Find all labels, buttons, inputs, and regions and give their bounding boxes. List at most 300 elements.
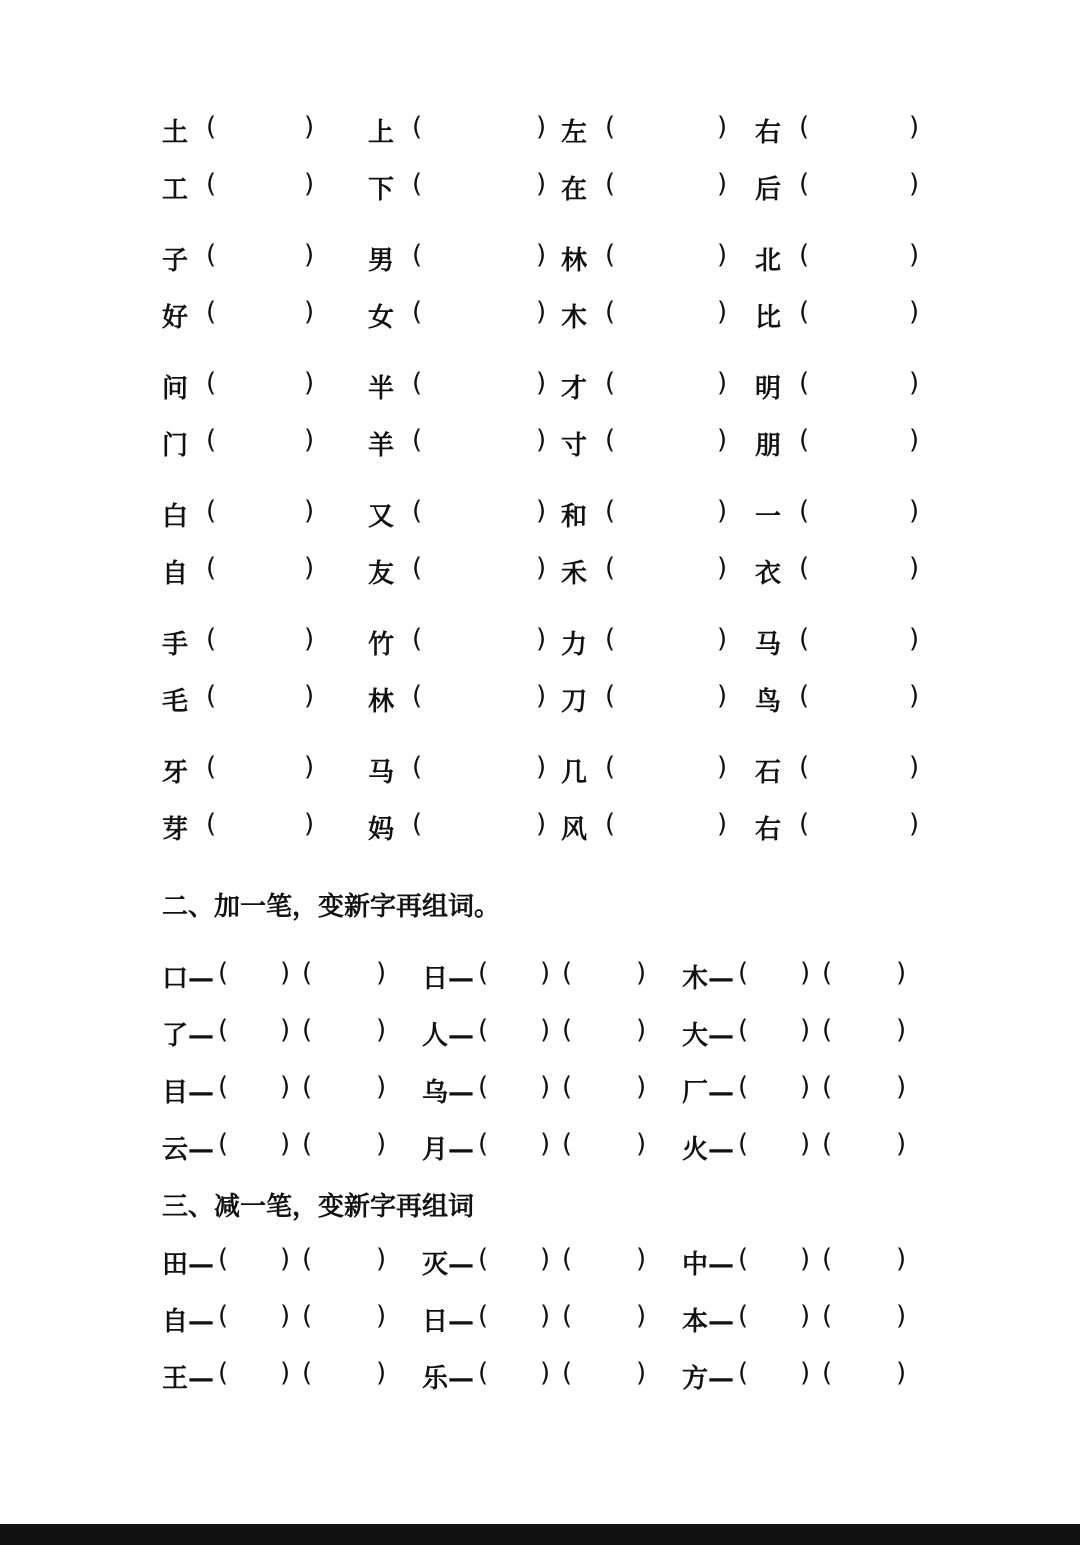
- character: 后: [755, 175, 782, 205]
- stroke-item: [682, 1301, 907, 1338]
- answer-blank-close[interactable]: ): [304, 624, 315, 654]
- close-paren[interactable]: ): [896, 1358, 907, 1388]
- open-paren: (: [478, 1015, 489, 1045]
- close-paren[interactable]: ): [540, 1015, 551, 1045]
- open-paren: (: [412, 809, 423, 839]
- character: 左: [561, 118, 588, 148]
- word-item: [162, 809, 315, 846]
- open-paren: (: [206, 752, 217, 782]
- open-paren: (: [478, 1072, 489, 1102]
- word-item: [368, 681, 547, 718]
- word-item: [755, 553, 920, 590]
- open-paren: (: [302, 1244, 313, 1274]
- character-with-dash: 灭—: [422, 1250, 475, 1280]
- open-paren: (: [218, 1015, 229, 1045]
- character: 妈: [368, 815, 395, 845]
- character: 羊: [368, 431, 395, 461]
- word-item: [561, 368, 728, 405]
- character: 刀: [561, 687, 588, 717]
- answer-blank-close[interactable]: ): [717, 809, 728, 839]
- answer-blank-close[interactable]: ): [304, 553, 315, 583]
- answer-blank-close[interactable]: ): [717, 112, 728, 142]
- open-paren: (: [799, 425, 810, 455]
- close-paren[interactable]: ): [800, 958, 811, 988]
- answer-blank-close[interactable]: ): [536, 368, 547, 398]
- word-item: [368, 169, 547, 206]
- close-paren[interactable]: ): [800, 1072, 811, 1102]
- close-paren[interactable]: ): [376, 1129, 387, 1159]
- close-paren[interactable]: ): [280, 1301, 291, 1331]
- open-paren: (: [206, 368, 217, 398]
- character: 在: [561, 175, 588, 205]
- word-item: [368, 112, 547, 149]
- close-paren[interactable]: ): [636, 1301, 647, 1331]
- character-with-dash: 方—: [682, 1364, 735, 1394]
- close-paren[interactable]: ): [376, 1244, 387, 1274]
- word-item: [755, 809, 920, 846]
- open-paren: (: [799, 752, 810, 782]
- character: 右: [755, 118, 782, 148]
- character: 木: [561, 303, 588, 333]
- word-row: [0, 669, 1080, 726]
- answer-blank-close[interactable]: ): [536, 112, 547, 142]
- answer-blank-close[interactable]: ): [536, 425, 547, 455]
- word-item: [162, 112, 315, 149]
- word-item: [162, 681, 315, 718]
- character: 一: [755, 502, 782, 532]
- close-paren[interactable]: ): [280, 1129, 291, 1159]
- word-item: [561, 752, 728, 789]
- open-paren: (: [206, 240, 217, 270]
- open-paren: (: [605, 169, 616, 199]
- answer-blank-close[interactable]: ): [909, 681, 920, 711]
- word-item: [368, 752, 547, 789]
- open-paren: (: [562, 958, 573, 988]
- open-paren: (: [562, 1129, 573, 1159]
- answer-blank-close[interactable]: ): [536, 624, 547, 654]
- character-with-dash: 目—: [162, 1078, 215, 1108]
- open-paren: (: [218, 958, 229, 988]
- answer-blank-close[interactable]: ): [909, 624, 920, 654]
- word-item: [755, 297, 920, 334]
- open-paren: (: [206, 112, 217, 142]
- open-paren: (: [562, 1358, 573, 1388]
- close-paren[interactable]: ): [540, 1072, 551, 1102]
- word-item: [561, 297, 728, 334]
- character: 马: [755, 630, 782, 660]
- open-paren: (: [206, 624, 217, 654]
- open-paren: (: [605, 425, 616, 455]
- close-paren[interactable]: ): [376, 1358, 387, 1388]
- character: 好: [162, 303, 189, 333]
- word-item: [561, 425, 728, 462]
- answer-blank-close[interactable]: ): [909, 425, 920, 455]
- character: 明: [755, 374, 782, 404]
- word-row: [0, 356, 1080, 413]
- open-paren: (: [412, 681, 423, 711]
- close-paren[interactable]: ): [636, 1358, 647, 1388]
- open-paren: (: [206, 169, 217, 199]
- open-paren: (: [206, 425, 217, 455]
- open-paren: (: [799, 624, 810, 654]
- stroke-item: [682, 1244, 907, 1281]
- open-paren: (: [218, 1129, 229, 1159]
- stroke-item: [422, 1244, 647, 1281]
- answer-blank-close[interactable]: ): [909, 112, 920, 142]
- answer-blank-close[interactable]: ): [304, 809, 315, 839]
- open-paren: (: [412, 752, 423, 782]
- word-row: [0, 100, 1080, 157]
- open-paren: (: [822, 1072, 833, 1102]
- character: 工: [162, 175, 189, 205]
- word-item: [755, 240, 920, 277]
- open-paren: (: [605, 240, 616, 270]
- close-paren[interactable]: ): [800, 1244, 811, 1274]
- stroke-item: [162, 958, 387, 995]
- open-paren: (: [799, 112, 810, 142]
- word-row: [0, 228, 1080, 285]
- open-paren: (: [206, 553, 217, 583]
- answer-blank-close[interactable]: ): [304, 368, 315, 398]
- answer-blank-close[interactable]: ): [304, 425, 315, 455]
- open-paren: (: [302, 1072, 313, 1102]
- row-pair: [0, 740, 1080, 854]
- answer-blank-close[interactable]: ): [536, 169, 547, 199]
- open-paren: (: [478, 958, 489, 988]
- character-with-dash: 中—: [682, 1250, 735, 1280]
- open-paren: (: [738, 1244, 749, 1274]
- character-with-dash: 乌—: [422, 1078, 475, 1108]
- character: 朋: [755, 431, 782, 461]
- open-paren: (: [218, 1072, 229, 1102]
- open-paren: (: [412, 368, 423, 398]
- open-paren: (: [822, 958, 833, 988]
- open-paren: (: [605, 681, 616, 711]
- open-paren: (: [206, 496, 217, 526]
- close-paren[interactable]: ): [636, 1129, 647, 1159]
- answer-blank-close[interactable]: ): [717, 297, 728, 327]
- answer-blank-close[interactable]: ): [909, 496, 920, 526]
- answer-blank-close[interactable]: ): [536, 681, 547, 711]
- word-item: [755, 368, 920, 405]
- answer-blank-close[interactable]: ): [909, 297, 920, 327]
- open-paren: (: [478, 1129, 489, 1159]
- character-with-dash: 了—: [162, 1021, 215, 1051]
- open-paren: (: [738, 958, 749, 988]
- word-row: [0, 285, 1080, 342]
- character: 力: [561, 630, 588, 660]
- stroke-item: [162, 1015, 387, 1052]
- character: 土: [162, 118, 189, 148]
- close-paren[interactable]: ): [800, 1015, 811, 1045]
- word-item: [162, 553, 315, 590]
- stroke-item: [422, 958, 647, 995]
- character-with-dash: 火—: [682, 1135, 735, 1165]
- character: 问: [162, 374, 189, 404]
- close-paren[interactable]: ): [896, 1244, 907, 1274]
- close-paren[interactable]: ): [896, 958, 907, 988]
- character: 毛: [162, 687, 189, 717]
- character: 北: [755, 246, 782, 276]
- character: 比: [755, 303, 782, 333]
- word-row: [0, 413, 1080, 470]
- character: 上: [368, 118, 395, 148]
- answer-blank-close[interactable]: ): [304, 169, 315, 199]
- open-paren: (: [412, 624, 423, 654]
- stroke-item: [422, 1072, 647, 1109]
- open-paren: (: [605, 553, 616, 583]
- open-paren: (: [412, 297, 423, 327]
- answer-blank-close[interactable]: ): [304, 297, 315, 327]
- word-item: [755, 681, 920, 718]
- stroke-item: [162, 1072, 387, 1109]
- character: 男: [368, 246, 395, 276]
- word-item: [162, 752, 315, 789]
- close-paren[interactable]: ): [896, 1301, 907, 1331]
- open-paren: (: [412, 240, 423, 270]
- character-with-dash: 乐—: [422, 1364, 475, 1394]
- open-paren: (: [218, 1244, 229, 1274]
- answer-blank-close[interactable]: ): [536, 496, 547, 526]
- close-paren[interactable]: ): [636, 1244, 647, 1274]
- open-paren: (: [412, 425, 423, 455]
- answer-blank-close[interactable]: ): [909, 553, 920, 583]
- stroke-row: [0, 1005, 1080, 1062]
- close-paren[interactable]: ): [280, 958, 291, 988]
- stroke-item: [422, 1015, 647, 1052]
- stroke-item: [682, 1072, 907, 1109]
- open-paren: (: [302, 1015, 313, 1045]
- character-with-dash: 日—: [422, 1307, 475, 1337]
- word-row: [0, 484, 1080, 541]
- stroke-item: [162, 1301, 387, 1338]
- word-item: [755, 112, 920, 149]
- row-pair: [0, 612, 1080, 726]
- character: 又: [368, 502, 395, 532]
- answer-blank-close[interactable]: ): [536, 553, 547, 583]
- open-paren: (: [206, 681, 217, 711]
- answer-blank-close[interactable]: ): [909, 752, 920, 782]
- character: 自: [162, 559, 189, 589]
- open-paren: (: [799, 297, 810, 327]
- close-paren[interactable]: ): [800, 1301, 811, 1331]
- close-paren[interactable]: ): [376, 1015, 387, 1045]
- word-item: [561, 112, 728, 149]
- open-paren: (: [206, 809, 217, 839]
- section-3-remove-stroke: [0, 1234, 1080, 1405]
- answer-blank-close[interactable]: ): [536, 240, 547, 270]
- open-paren: (: [738, 1015, 749, 1045]
- character: 鸟: [755, 687, 782, 717]
- word-item: [561, 681, 728, 718]
- word-item: [755, 624, 920, 661]
- character: 才: [561, 374, 588, 404]
- open-paren: (: [562, 1301, 573, 1331]
- word-item: [162, 624, 315, 661]
- open-paren: (: [822, 1358, 833, 1388]
- word-row: [0, 541, 1080, 598]
- character: 友: [368, 559, 395, 589]
- answer-blank-close[interactable]: ): [304, 112, 315, 142]
- answer-blank-close[interactable]: ): [717, 752, 728, 782]
- close-paren[interactable]: ): [540, 1244, 551, 1274]
- open-paren: (: [562, 1072, 573, 1102]
- answer-blank-close[interactable]: ): [909, 169, 920, 199]
- close-paren[interactable]: ): [376, 1301, 387, 1331]
- word-item: [368, 496, 547, 533]
- answer-blank-close[interactable]: ): [909, 240, 920, 270]
- character: 芽: [162, 815, 189, 845]
- answer-blank-close[interactable]: ): [717, 496, 728, 526]
- answer-blank-close[interactable]: ): [717, 553, 728, 583]
- open-paren: (: [799, 553, 810, 583]
- open-paren: (: [302, 1301, 313, 1331]
- row-pair: [0, 356, 1080, 470]
- open-paren: (: [605, 496, 616, 526]
- stroke-item: [422, 1129, 647, 1166]
- word-item: [162, 169, 315, 206]
- close-paren[interactable]: ): [636, 958, 647, 988]
- character-with-dash: 本—: [682, 1307, 735, 1337]
- character-with-dash: 日—: [422, 964, 475, 994]
- answer-blank-close[interactable]: ): [304, 496, 315, 526]
- word-item: [561, 169, 728, 206]
- open-paren: (: [562, 1244, 573, 1274]
- stroke-item: [682, 1015, 907, 1052]
- open-paren: (: [302, 1358, 313, 1388]
- close-paren[interactable]: ): [896, 1072, 907, 1102]
- word-item: [755, 425, 920, 462]
- open-paren: (: [605, 112, 616, 142]
- answer-blank-close[interactable]: ): [536, 752, 547, 782]
- close-paren[interactable]: ): [376, 958, 387, 988]
- character: 女: [368, 303, 395, 333]
- open-paren: (: [822, 1301, 833, 1331]
- character-with-dash: 厂—: [682, 1078, 735, 1108]
- open-paren: (: [738, 1072, 749, 1102]
- stroke-item: [422, 1358, 647, 1395]
- word-item: [561, 496, 728, 533]
- close-paren[interactable]: ): [540, 958, 551, 988]
- stroke-item: [682, 958, 907, 995]
- answer-blank-close[interactable]: ): [304, 681, 315, 711]
- character: 半: [368, 374, 395, 404]
- stroke-row: [0, 948, 1080, 1005]
- character-with-dash: 口—: [162, 964, 215, 994]
- stroke-item: [162, 1129, 387, 1166]
- stroke-row: [0, 1062, 1080, 1119]
- close-paren[interactable]: ): [636, 1015, 647, 1045]
- word-item: [162, 496, 315, 533]
- word-item: [368, 240, 547, 277]
- character: 马: [368, 758, 395, 788]
- open-paren: (: [412, 169, 423, 199]
- section-2-add-stroke: [0, 948, 1080, 1176]
- close-paren[interactable]: ): [896, 1015, 907, 1045]
- answer-blank-close[interactable]: ): [909, 809, 920, 839]
- open-paren: (: [478, 1301, 489, 1331]
- answer-blank-close[interactable]: ): [536, 297, 547, 327]
- character-with-dash: 田—: [162, 1250, 215, 1280]
- character-with-dash: 大—: [682, 1021, 735, 1051]
- open-paren: (: [738, 1358, 749, 1388]
- section-1-word-groups: [0, 100, 1080, 868]
- answer-blank-close[interactable]: ): [717, 425, 728, 455]
- answer-blank-close[interactable]: ): [717, 681, 728, 711]
- answer-blank-close[interactable]: ): [717, 368, 728, 398]
- stroke-item: [162, 1358, 387, 1395]
- close-paren[interactable]: ): [636, 1072, 647, 1102]
- close-paren[interactable]: ): [800, 1358, 811, 1388]
- character: 白: [162, 502, 189, 532]
- character: 寸: [561, 431, 588, 461]
- open-paren: (: [412, 112, 423, 142]
- close-paren[interactable]: ): [540, 1358, 551, 1388]
- open-paren: (: [799, 681, 810, 711]
- word-item: [368, 809, 547, 846]
- character-with-dash: 木—: [682, 964, 735, 994]
- close-paren[interactable]: ): [280, 1244, 291, 1274]
- open-paren: (: [799, 169, 810, 199]
- character: 禾: [561, 559, 588, 589]
- character: 几: [561, 758, 588, 788]
- close-paren[interactable]: ): [896, 1129, 907, 1159]
- close-paren[interactable]: ): [376, 1072, 387, 1102]
- answer-blank-close[interactable]: ): [717, 624, 728, 654]
- character: 风: [561, 815, 588, 845]
- open-paren: (: [605, 368, 616, 398]
- close-paren[interactable]: ): [800, 1129, 811, 1159]
- scan-edge-shadow: [0, 1524, 1080, 1545]
- word-row: [0, 612, 1080, 669]
- character: 子: [162, 246, 189, 276]
- word-item: [755, 169, 920, 206]
- open-paren: (: [605, 809, 616, 839]
- close-paren[interactable]: ): [540, 1301, 551, 1331]
- word-item: [368, 624, 547, 661]
- close-paren[interactable]: ): [280, 1072, 291, 1102]
- character: 林: [368, 687, 395, 717]
- open-paren: (: [738, 1301, 749, 1331]
- word-item: [162, 368, 315, 405]
- answer-blank-close[interactable]: ): [304, 240, 315, 270]
- open-paren: (: [738, 1129, 749, 1159]
- word-item: [561, 809, 728, 846]
- close-paren[interactable]: ): [280, 1358, 291, 1388]
- word-item: [162, 297, 315, 334]
- close-paren[interactable]: ): [280, 1015, 291, 1045]
- open-paren: (: [799, 368, 810, 398]
- open-paren: (: [206, 297, 217, 327]
- word-item: [561, 624, 728, 661]
- answer-blank-close[interactable]: ): [909, 368, 920, 398]
- answer-blank-close[interactable]: ): [536, 809, 547, 839]
- row-pair: [0, 228, 1080, 342]
- answer-blank-close[interactable]: ): [717, 169, 728, 199]
- word-item: [755, 752, 920, 789]
- section-2-title: 二、加一笔，变新字再组词。: [162, 892, 501, 922]
- character: 石: [755, 758, 782, 788]
- stroke-item: [162, 1244, 387, 1281]
- open-paren: (: [605, 752, 616, 782]
- character: 门: [162, 431, 189, 461]
- stroke-row: [0, 1234, 1080, 1291]
- answer-blank-close[interactable]: ): [717, 240, 728, 270]
- open-paren: (: [478, 1244, 489, 1274]
- open-paren: (: [799, 240, 810, 270]
- answer-blank-close[interactable]: ): [304, 752, 315, 782]
- close-paren[interactable]: ): [540, 1129, 551, 1159]
